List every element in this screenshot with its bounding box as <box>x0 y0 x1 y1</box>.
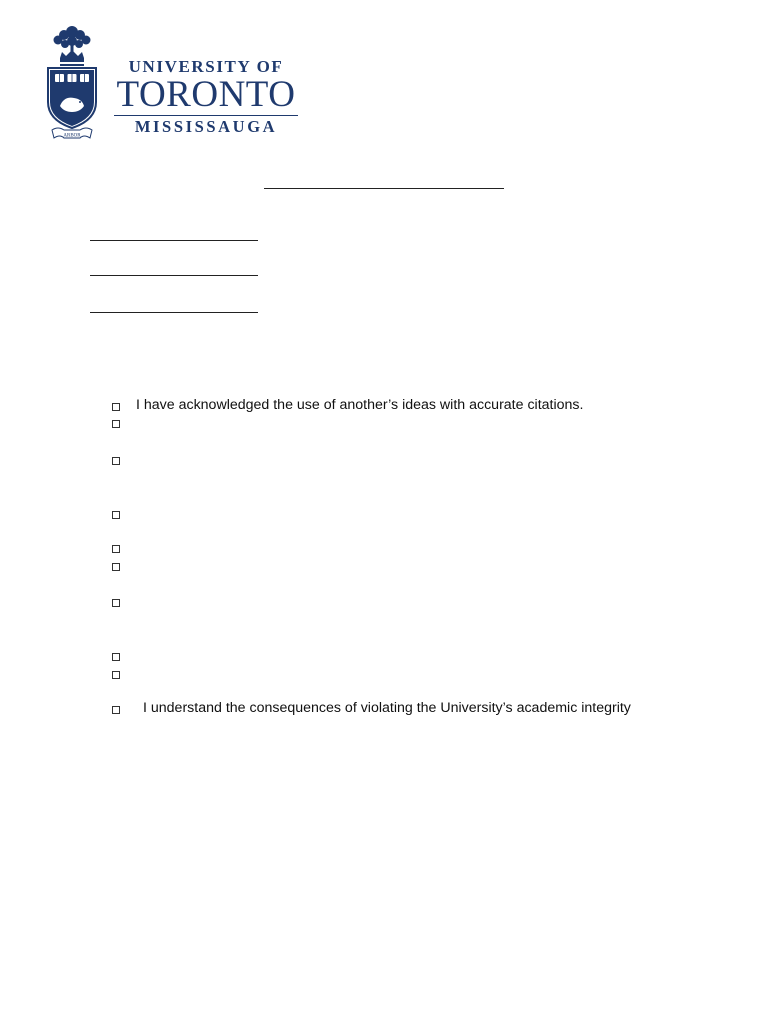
checkbox-4[interactable] <box>112 511 120 519</box>
blank-field-line <box>90 312 258 313</box>
checkbox-5[interactable] <box>112 545 120 553</box>
title-underline <box>264 188 504 189</box>
checkbox-1[interactable] <box>112 403 120 411</box>
checkbox-3[interactable] <box>112 457 120 465</box>
logo-wordmark <box>108 58 304 136</box>
logo-divider <box>114 115 298 116</box>
checkbox-9[interactable] <box>112 671 120 679</box>
checkbox-2[interactable] <box>112 420 120 428</box>
checklist-item-consequences: I understand the consequences of violating the University’s academic integrity <box>143 700 631 716</box>
checkbox-7[interactable] <box>112 599 120 607</box>
checkbox-10[interactable] <box>112 706 120 714</box>
logo-line-toronto: TORONTO <box>116 74 296 115</box>
crest-icon <box>44 20 100 142</box>
blank-field-line <box>90 275 258 276</box>
logo-line-mississauga: MISSISSAUGA <box>134 117 278 136</box>
checklist-item-citations: I have acknowledged the use of another’s ideas with accurate citations. <box>136 397 584 413</box>
logo-line-university-of: UNIVERSITY OF <box>128 57 284 76</box>
checkbox-8[interactable] <box>112 653 120 661</box>
university-logo <box>44 20 304 142</box>
checkbox-6[interactable] <box>112 563 120 571</box>
crest-motto: ARBOR <box>63 133 81 139</box>
blank-field-line <box>90 240 258 241</box>
